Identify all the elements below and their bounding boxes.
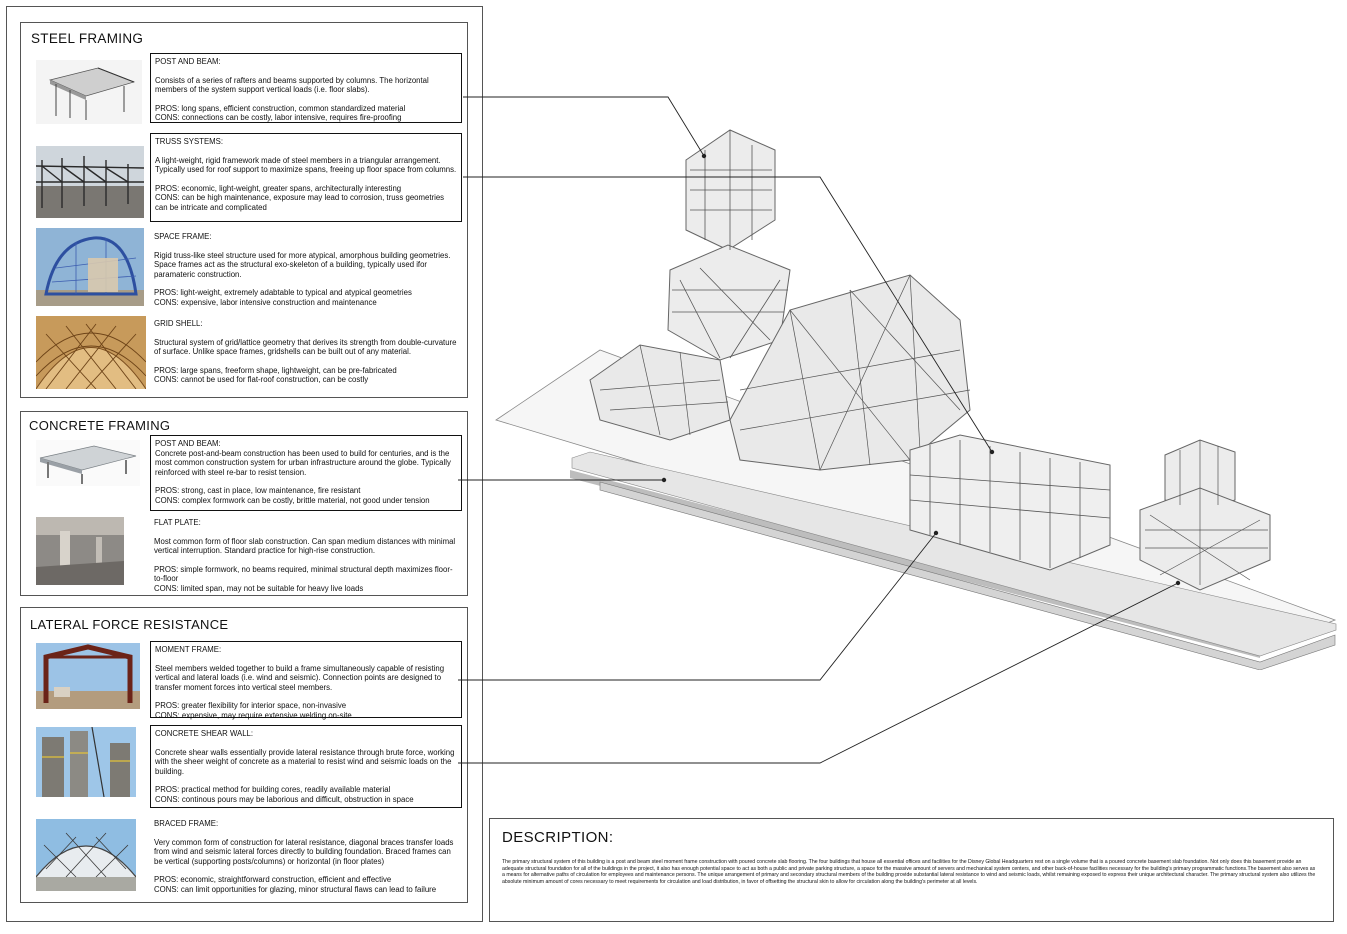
- cons: CONS: expensive, may require extensive welding on-site: [155, 710, 352, 720]
- grid-shell-image: [36, 316, 146, 389]
- pros: PROS: economic, straightforward construction, efficient and effective: [154, 875, 392, 885]
- body: Concrete shear walls essentially provide lateral resistance through brute force, working with the sheer weight of concrete as a material to resist wind and seismic loads on the building.: [155, 747, 455, 776]
- body: A light-weight, rigid framework made of steel members in a triangular arrangement. Typically used for roof support to maximize spans, freeing up floor space from columns.: [155, 155, 457, 175]
- concrete-shear-wall-image: [36, 727, 136, 797]
- concrete-post-and-beam-entry: [150, 435, 462, 511]
- cons: CONS: continous pours may be laborious and difficult, obstruction in space: [155, 794, 414, 804]
- pros: PROS: simple formwork, no beams required, minimal structural depth maximizes floor-to-floor: [154, 564, 453, 584]
- braced-frame-entry: [150, 816, 462, 898]
- pros: PROS: large spans, freeform shape, lightweight, can be pre-fabricated: [154, 365, 397, 375]
- cons: CONS: can be high maintenance, exposure may lead to corrosion, truss geometries can be intricate and complicated: [155, 193, 445, 212]
- description-box: [489, 818, 1334, 922]
- post-and-beam-steel-image: [36, 60, 142, 124]
- heading: BRACED FRAME:: [154, 819, 219, 828]
- body: Structural system of grid/lattice geometry that derives its strength from double-curvature of surface. Unlike space frames, gridshells can be built out of any material.: [154, 337, 457, 357]
- heading: FLAT PLATE:: [154, 518, 201, 527]
- flat-plate-image: [36, 517, 124, 585]
- truss-systems-entry: [150, 133, 462, 222]
- pros: PROS: light-weight, extremely adabtable to typical and atypical geometries: [154, 288, 412, 298]
- concrete-framing-title: CONCRETE FRAMING: [29, 418, 171, 433]
- body: Most common form of floor slab construction. Can span medium distances with minimal vertical interruption. Standard practice for high-rise construction.: [154, 536, 456, 556]
- cons: CONS: can limit opportunities for glazing, minor structural flaws can lead to failure: [154, 884, 437, 894]
- pros: PROS: economic, light-weight, greater spans, architecturally interesting: [155, 183, 402, 193]
- space-frame-entry: [150, 229, 462, 307]
- body: Steel members welded together to build a frame simultaneously capable of resisting vertical and lateral loads (i.e. wind and seismic). Connection points are designed to transfer moment forces into vertical steel members.: [155, 663, 445, 692]
- description-title: DESCRIPTION:: [502, 829, 614, 846]
- tower-southeast: [1140, 440, 1270, 590]
- lateral-force-title: LATERAL FORCE RESISTANCE: [30, 617, 229, 632]
- heading: POST AND BEAM:: [155, 57, 221, 66]
- cons: CONS: complex formwork can be costly, brittle material, not good under tension: [155, 495, 430, 505]
- pros: PROS: long spans, efficient construction, common standardized material: [155, 103, 406, 113]
- flat-plate-entry: [150, 515, 462, 593]
- cons: CONS: connections can be costly, labor intensive, requires fire-proofing: [155, 113, 402, 123]
- steel-framing-title: STEEL FRAMING: [31, 31, 144, 46]
- concrete-shear-wall-entry: [150, 725, 462, 808]
- heading: POST AND BEAM:: [155, 439, 221, 448]
- tower-north: [668, 130, 790, 360]
- structural-axonometric-drawing: [490, 90, 1340, 670]
- moment-frame-image: [36, 643, 140, 709]
- heading: MOMENT FRAME:: [155, 645, 222, 654]
- heading: CONCRETE SHEAR WALL:: [155, 729, 254, 738]
- body: Rigid truss-like steel structure used for more atypical, amorphous building geometries. Space frames act as the structural exo-skeleton of a building, typically used ifor paramateric construction.: [154, 250, 451, 279]
- description-text: The primary structural system of this building is a post and beam steel moment frame construction with poured concrete slab flooring. The four buildings that house all essential offices and facilities for the Disney Global Headquarters rest on a single volume that is a poured concrete basement slab foundation. Not only does this basement provide an adequate structural foundation for all of the buildings in the project, it also has enough potential space to act as both a public and private parking structure, a space for the massive amount of servers and mechanical system centers, and other back-of-house facilities necessary for the building's primary programmatic functions.The basement also serves as a means for alternative paths of circulation for employees and maintenance persons. The unique arrangement of primary and secondary structural members of the building provide substantial lateral resistance to wind and seismic loads, whilst remaining exposed to express their unique architectural character. The primary structural system also utilizes the absolute minimum amount of cores necessary to meet requirements for circulation and load distribution, in favor of offsetting the structural skin to allow for circulation along the building's perimeter at all levels.: [502, 859, 1316, 885]
- cons: CONS: limited span, may not be suitable for heavy live loads: [154, 583, 364, 593]
- body: Consists of a series of rafters and beams supported by columns. The horizontal members of the system support vertical loads (i.e. floor slabs).: [155, 75, 429, 95]
- space-frame-image: [36, 228, 144, 306]
- pros: PROS: practical method for building cores, readily available material: [155, 785, 391, 795]
- concrete-post-and-beam-image: [36, 440, 140, 486]
- post-and-beam-steel-entry: [150, 53, 462, 123]
- cons: CONS: expensive, labor intensive construction and maintenance: [154, 297, 377, 307]
- body: Very common form of construction for lateral resistance, diagonal braces transfer loads from wind and seismic lateral forces directly to building foundation. Braced frames can be vertical (supporting posts/columns) or horizontal (in floor plates): [154, 837, 454, 866]
- cons: CONS: cannot be used for flat-roof construction, can be costly: [154, 375, 369, 385]
- pros: PROS: strong, cast in place, low maintenance, fire resistant: [155, 486, 361, 496]
- braced-frame-image: [36, 819, 136, 891]
- body: Concrete post-and-beam construction has been used to build for centuries, and is the most common construction system for urban infrastructure around the globe. Typically reinforced with steel re-bar to resist tension.: [155, 448, 451, 477]
- truss-systems-image: [36, 146, 144, 218]
- heading: SPACE FRAME:: [154, 232, 212, 241]
- pros: PROS: greater flexibility for interior space, non-invasive: [155, 701, 347, 711]
- grid-shell-entry: [150, 316, 462, 394]
- moment-frame-entry: [150, 641, 462, 718]
- heading: GRID SHELL:: [154, 319, 203, 328]
- heading: TRUSS SYSTEMS:: [155, 137, 224, 146]
